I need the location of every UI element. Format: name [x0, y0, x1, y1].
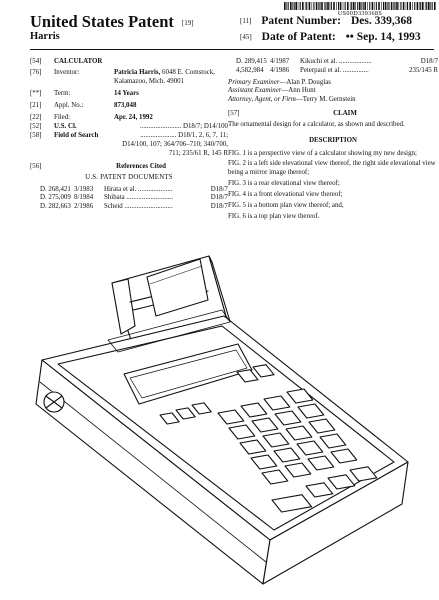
filed-value: Apr. 24, 1992 — [114, 113, 153, 121]
figure-description: FIG. 3 is a rear elevational view thereof; — [228, 180, 340, 188]
figure-description: FIG. 5 is a bottom plan view thereof; and, — [228, 201, 344, 209]
assistant-examiner-label: Assistant Examiner — [228, 87, 282, 95]
barcode-number: US00D339368S — [337, 10, 383, 17]
title-value: CALCULATOR — [54, 58, 103, 65]
term-value: 14 Years — [114, 90, 139, 98]
inventor-address: 6048 E. Comstock, Kalamazoo, Mich. 49001 — [114, 69, 215, 86]
reference-name: Kikuchi et al. ................... — [300, 58, 372, 65]
references-code: [56] — [30, 162, 42, 170]
figure-description: FIG. 1 is a perspective view of a calculator showing my new design; — [228, 149, 417, 157]
description-heading: DESCRIPTION — [309, 136, 357, 144]
reference-cls: 235/145 R — [409, 66, 438, 74]
term-label: Term: — [54, 90, 71, 98]
attorney-label: Attorney, Agent, or Firm — [228, 96, 296, 104]
patent-number-label: Patent Number: — [261, 15, 341, 27]
primary-examiner-label: Primary Examiner — [228, 78, 280, 86]
us-patent-documents-heading: U.S. PATENT DOCUMENTS — [85, 173, 173, 181]
reference-date: 3/1983 — [74, 185, 94, 193]
claim-title: CLAIM — [333, 110, 357, 118]
reference-num: 4,582,984 — [236, 66, 264, 74]
appl-code: [21] — [30, 101, 42, 109]
reference-name: Peterpaul et al. ............... — [300, 66, 369, 74]
us-cl-value: ........................ D18/7; D14/100 — [139, 123, 228, 131]
claim-text: The ornamental design for a calculator, as shown and described. — [228, 120, 405, 128]
filed-code: [22] — [30, 113, 42, 121]
reference-num: D. 289,415 — [236, 58, 267, 65]
appl-label: Appl. No.: — [54, 101, 84, 109]
field-value: ..................... D18/1, 2, 6, 7, 11; D14/100, 107; 364/706–710; 340/700, 711; 235/61 R, 145 R — [122, 132, 228, 158]
reference-num: D. 275,009 — [40, 194, 71, 202]
document-title-code: [19] — [181, 19, 194, 27]
inventor-code: [76] — [30, 69, 42, 77]
reference-date: 4/1986 — [270, 66, 290, 74]
figure-description: FIG. 4 is a front elevational view thereof; — [228, 190, 343, 198]
reference-num: D. 268,421 — [40, 185, 71, 193]
inventor-name: Patricia Harris, — [114, 69, 161, 77]
patent-date-value: •• Sep. 14, 1993 — [345, 31, 421, 43]
claim-code: [57] — [228, 110, 240, 118]
field-label: Field of Search — [54, 132, 99, 140]
patent-date-label: Date of Patent: — [261, 31, 336, 43]
figure-description: FIG. 6 is a top plan view thereof. — [228, 212, 320, 220]
reference-name: Scheid ............................ — [104, 203, 173, 211]
reference-num: D. 282,663 — [40, 203, 71, 211]
patent-number-value: Des. 339,368 — [350, 15, 412, 27]
us-cl-code: [52] — [30, 123, 42, 131]
patent-date-code: [45] — [240, 33, 252, 41]
us-cl-label: U.S. Cl. — [54, 123, 77, 131]
inventor-label: Inventor: — [54, 69, 80, 77]
figure-description: FIG. 2 is a left side elevational view thereof, the right side elevational view being a mirror image thereof; — [228, 160, 436, 177]
reference-date: 4/1987 — [270, 58, 290, 65]
reference-cls: D18/7 — [420, 58, 438, 65]
attorney-name: —Terry M. Gernstein — [295, 96, 356, 104]
document-title-text: United States Patent — [30, 12, 174, 31]
inventor-surname: Harris — [30, 31, 60, 42]
reference-date: 2/1986 — [74, 203, 94, 211]
field-code: [58] — [30, 132, 42, 140]
reference-date: 8/1984 — [74, 194, 94, 202]
patent-number-code: [11] — [240, 17, 252, 25]
reference-cls: D18/7 — [210, 203, 228, 211]
references-title: References Cited — [116, 162, 166, 170]
reference-cls: D18/7 — [210, 194, 228, 202]
term-code: [**] — [30, 90, 42, 98]
title-code: [54] — [30, 58, 42, 65]
filed-label: Filed: — [54, 113, 71, 121]
appl-value: 873,048 — [114, 101, 137, 109]
assistant-examiner-name: —Ann Hunt — [281, 87, 316, 95]
reference-name: Shibata ........................... — [104, 194, 173, 202]
reference-cls: D18/7 — [210, 185, 228, 193]
primary-examiner-name: —Alan P. Douglas — [279, 78, 331, 86]
reference-name: Hirata et al. .................... — [104, 185, 173, 193]
